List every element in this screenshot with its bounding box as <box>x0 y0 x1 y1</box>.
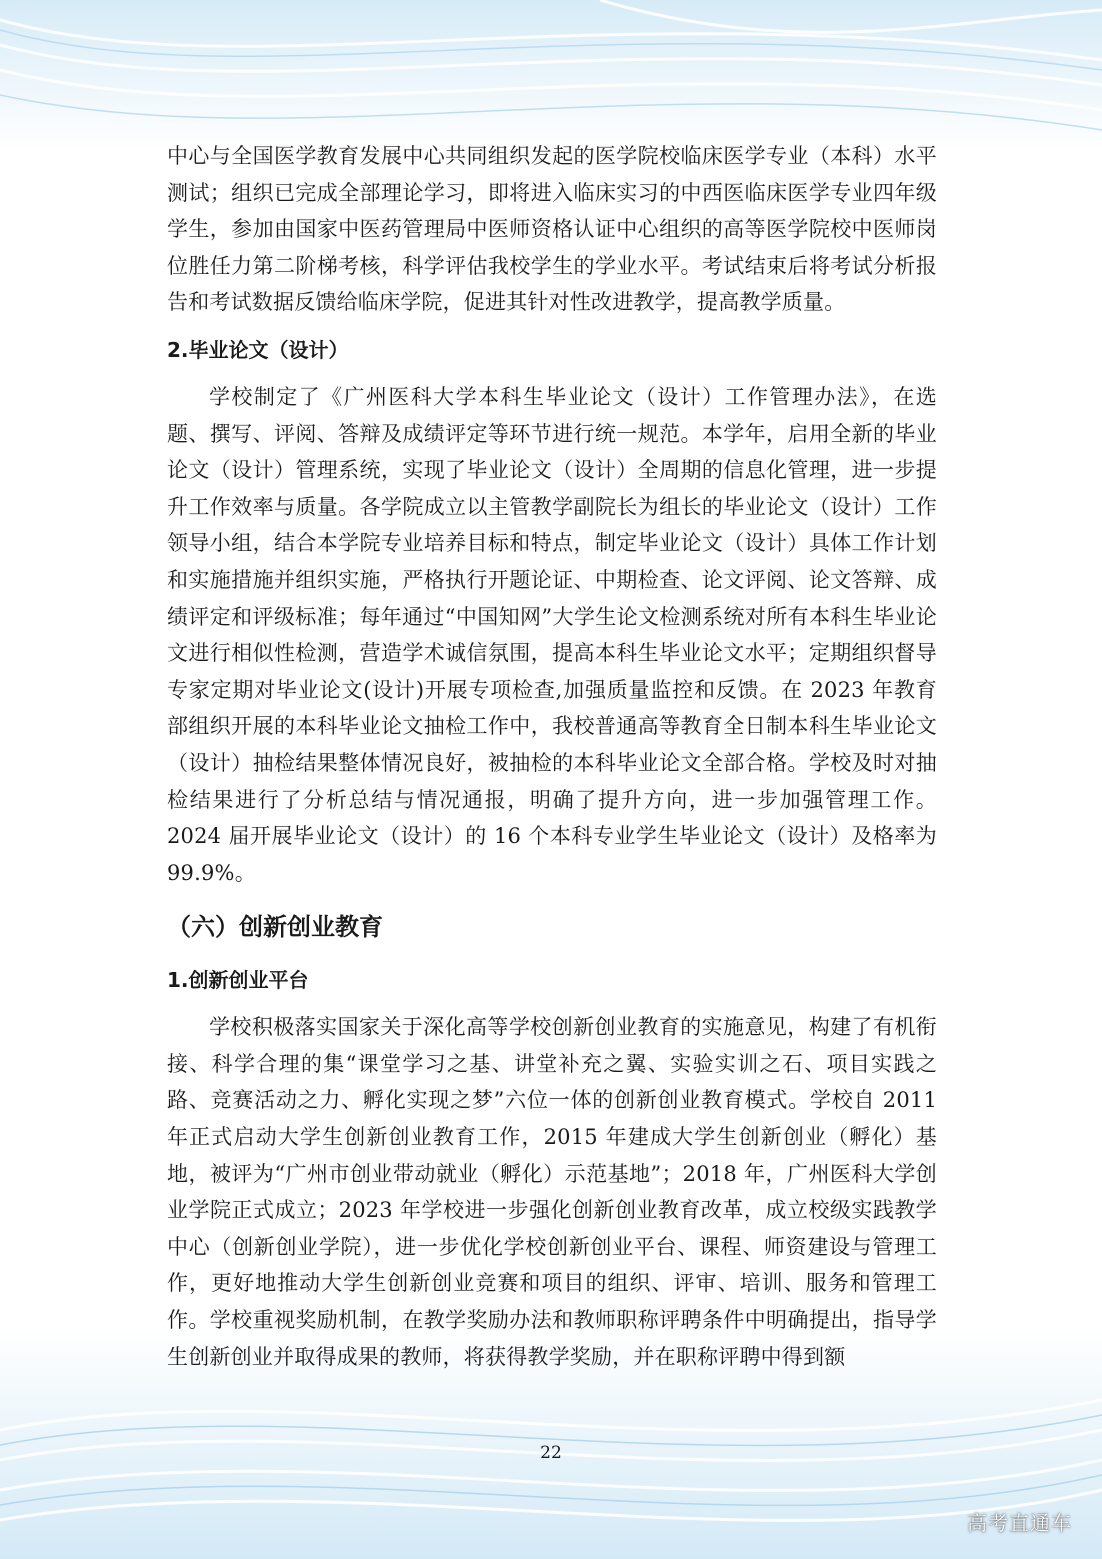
section-heading-innovation: （六）创新创业教育 <box>167 913 383 942</box>
page-number: 22 <box>540 1443 562 1463</box>
paragraph-platform: 学校积极落实国家关于深化高等学校创新创业教育的实施意见，构建了有机衔接、科学合理的集“课堂学习之基、讲堂补充之翼、实验实训之石、项目实践之路、竞赛活动之力、孵化实现之梦”六位一体的创新创业教育模式。学校自 2011 年正式启动大学生创新创业教育工作，2015 年建成大学生创新创业（孵化）基地，被评为“广州市创业带动就业（孵化）示范基地”；2018 年，广州医科大学创业学院正式成立；2023 年学校进一步强化创新创业教育改革，成立校级实践教学中心（创新创业学院），进一步优化学校创新创业平台、课程、师资建设与管理工作，更好地推动大学生创新创业竞赛和项目的组织、评审、培训、服务和管理工作。学校重视奖励机制，在教学奖励办法和教师职称评聘条件中明确提出，指导学生创新创业并取得成果的教师，将获得教学奖励，并在职称评聘中得到额 <box>167 1015 937 1369</box>
watermark-text: 高考直通车 <box>967 1511 1072 1535</box>
heading-thesis: 2.毕业论文（设计） <box>167 337 349 362</box>
paragraph-assessment: 中心与全国医学教育发展中心共同组织发起的医学院校临床医学专业（本科）水平测试；组织已完成全部理论学习，即将进入临床实习的中西医临床医学专业四年级学生，参加由国家中医药管理局中医师资格认证中心组织的高等医学院校中医师岗位胜任力第二阶梯考核，科学评估我校学生的学业水平。考试结束后将考试分析报告和考试数据反馈给临床学院，促进其针对性改进教学，提高教学质量。 <box>167 144 937 315</box>
document-body <box>167 138 937 1375</box>
heading-platform: 1.创新创业平台 <box>167 968 309 993</box>
paragraph-thesis: 学校制定了《广州医科大学本科生毕业论文（设计）工作管理办法》，在选题、撰写、评阅、答辩及成绩评定等环节进行统一规范。本学年，启用全新的毕业论文（设计）管理系统，实现了毕业论文（设计）全周期的信息化管理，进一步提升工作效率与质量。各学院成立以主管教学副院长为组长的毕业论文（设计）工作领导小组，结合本学院专业培养目标和特点，制定毕业论文（设计）具体工作计划和实施措施并组织实施，严格执行开题论证、中期检查、论文评阅、论文答辩、成绩评定和评级标准；每年通过“中国知网”大学生论文检测系统对所有本科生毕业论文进行相似性检测，营造学术诚信氛围，提高本科生毕业论文水平；定期组织督导专家定期对毕业论文(设计)开展专项检查,加强质量监控和反馈。在 2023 年教育部组织开展的本科毕业论文抽检工作中，我校普通高等教育全日制本科生毕业论文（设计）抽检结果整体情况良好，被抽检的本科毕业论文全部合格。学校及时对抽检结果进行了分析总结与情况通报，明确了提升方向，进一步加强管理工作。2024 届开展毕业论文（设计）的 16 个本科专业学生毕业论文（设计）及格率为 99.9%。 <box>167 384 937 885</box>
